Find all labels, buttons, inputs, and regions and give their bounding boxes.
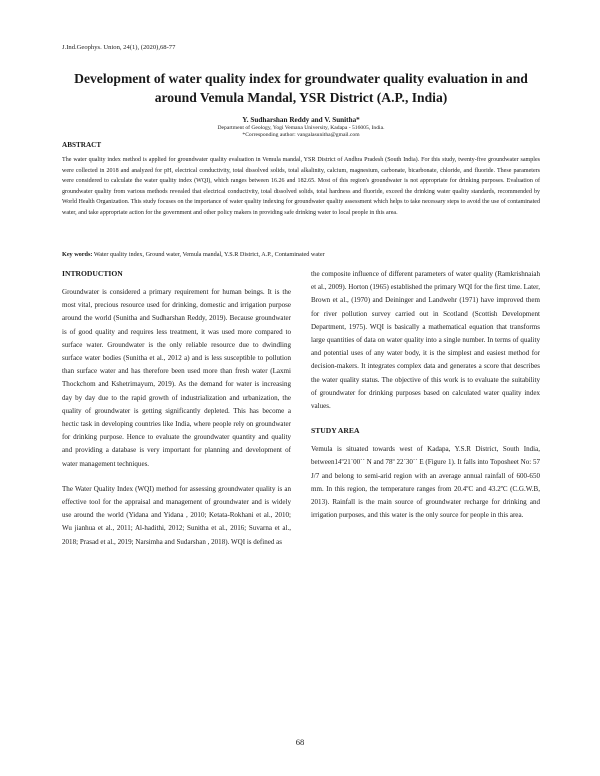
introduction-paragraph-2: The Water Quality Index (WQI) method for assessing groundwater quality is an effective tool for the appraisal and management of groundwater and is widely use around the world (Yidana and Yidana , 2010; Ketata-Rokhani et al., 2010; Wu jianhua et al., 2011; Al-hadithi, 2012; Sunitha et al., 2016; Suvarna et al., 2018; Prasad et al., 2019; Narsimha and Sudarshan , 2018). WQI is defined as xyxy=(62,484,291,546)
study-area-paragraph: Vemula is situated towards west of Kadapa, Y.S.R District, South India, between14º21´00´´ N and 78º 22´30´´ E (Figure 1). It falls into Toposheet No: 57 J/7 and belong to semi-arid region with an average annual rainfall of 600-650 mm. In this region, the temperature ranges from 20.4ºC and 43.2ºC (C.G.W.B, 2013). Rainfall is the main source of groundwater recharge for drinking and irrigation purposes, and this water is the only source for people in this area. xyxy=(311,445,540,520)
introduction-paragraph-1: Groundwater is considered a primary requirement for human beings. It is the most vital, precious resource used for drinking, domestic and irrigation purpose around the world (Sunitha and Sudharshan Reddy, 2019). Because groundwater is of good quality and requires less treatment, it was used more compared to surface water. Groundwater is the only reliable resource due to dwindling surface water bodies (Sunitha et al., 2012 a) and is less susceptible to pollution than surface water and has therefore been used more than fresh water (Laxmi Thockchom and Kshetrimayum, 2019). As the demand for water is increasing day by day due to the rapid growth of industrialization and urbanization, the quality of groundwater is getting significantly depleted. This has become a hectic task in developing countries like India, where people rely on groundwater for drinking purpose. Hence to evaluate the groundwater quantity and quality and providing a database is very important for planning and development of water management techniques. xyxy=(62,288,291,468)
keywords xyxy=(62,251,540,258)
keywords-label: Key words: xyxy=(62,251,93,258)
introduction-heading: INTRODUCTION xyxy=(62,269,123,278)
author-affiliation xyxy=(62,125,540,139)
affiliation-line: Department of Geology, Yogi Vemana University, Kadapa - 516005, India. xyxy=(217,125,385,131)
page-number: 68 xyxy=(295,737,305,747)
keywords-text: Water quality index, Ground water, Vemula mandal, Y.S.R District, A.P., Contaminated water xyxy=(92,251,325,258)
right-column xyxy=(311,268,540,534)
paper-title: Development of water quality index for groundwater quality evaluation in and around Vemula Mandal, YSR District (A.P., India) xyxy=(74,71,528,105)
left-column xyxy=(62,268,291,561)
abstract-text: The water quality index method is applied for groundwater quality evaluation in Vemula mandal, YSR District of Andhra Pradesh (South India). For this study, twenty-five groundwater samples were collected in 2018 and analyzed for pH, electrical conductivity, total dissolved solids, total alkalinity, calcium, magnesium, carbonate, bicarbonate, chloride, and fluoride. These parameters were considered to calculate the water quality index (WQI), which ranges between 16.26 and 182.65. Most of this region's groundwater is not appropriate for drinking purposes. Evaluation of groundwater quality from various methods revealed that electrical conductivity, total dissolved solids, total hardness and fluoride, exceed the drinking water quality standards, recommended by World Health Organization. This study focuses on the importance of water quality indexing for groundwater quality assessment which helps to take necessary steps to avoid the use of contaminated water, and take appropriate action for the government and other policy makers in providing safe drinking water to local people in this area. xyxy=(62,157,540,216)
author-list: Y. Sudharshan Reddy and V. Sunitha* xyxy=(242,116,360,124)
corresponding-author: *Corresponding author: vangalasunitha@gmail.com xyxy=(242,132,360,138)
abstract-heading: ABSTRACT xyxy=(62,141,102,149)
journal-reference: J.Ind.Geophys. Union, 24(1), (2020),68-77 xyxy=(62,44,176,51)
study-area-heading: STUDY AREA xyxy=(311,426,360,436)
introduction-paragraph-3: the composite influence of different parameters of water quality (Ramkrishnaiah et al., 2009). Horton (1965) established the primary WQI for the first time. Later, Brown et al., (1970) and Deininger and Landwehr (1971) have improved them for river pollution survey carried out in Scotland (Scottish Development Department, 1975). WQI is basically a mathematical equation that transforms large quantities of data on water quality into a single number. In terms of quality and potential uses of any water body, it is the simplest and easiest method for decision-makers. It integrates complex data and generates a score that describes the water quality status. The objective of this work is to evaluate the suitability of groundwater for drinking purposes based on calculated water quality index values. xyxy=(311,270,540,411)
